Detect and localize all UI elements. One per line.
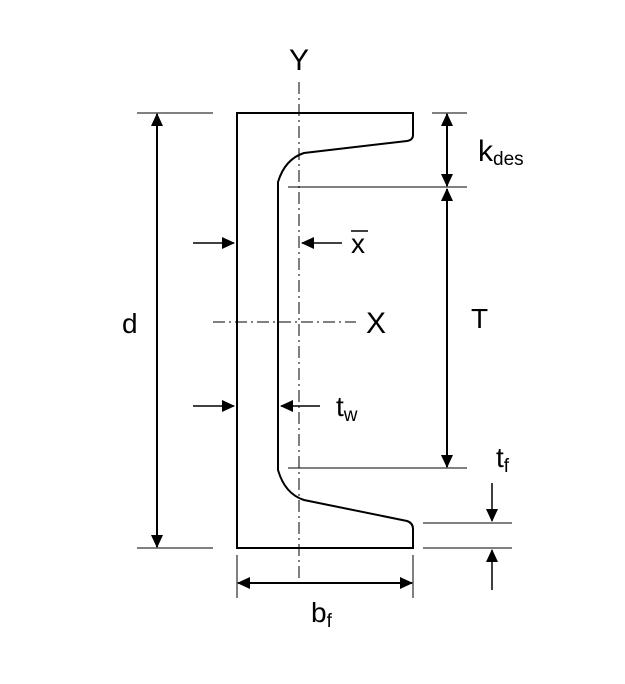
- kdes-label: [478, 135, 524, 170]
- tf-label-main: t: [496, 442, 504, 473]
- x-axis-label: X: [366, 307, 387, 340]
- bf-label-main: b: [311, 597, 327, 628]
- centroid-offset-label: x: [351, 228, 365, 259]
- y-axis-label: Y: [289, 44, 310, 77]
- tw-label: [336, 391, 358, 426]
- depth-label: d: [122, 308, 138, 339]
- tw-label-main: t: [336, 391, 344, 422]
- kdes-label-main: k: [478, 135, 493, 168]
- web-clear-height-label: T: [471, 303, 489, 334]
- tf-label: [496, 442, 510, 477]
- channel-outline: [237, 113, 413, 548]
- tf-label-sub: f: [503, 456, 510, 477]
- kdes-label-sub: des: [493, 149, 524, 170]
- tw-label-sub: w: [343, 405, 358, 426]
- bf-label: [311, 597, 333, 632]
- bf-label-sub: f: [326, 611, 332, 632]
